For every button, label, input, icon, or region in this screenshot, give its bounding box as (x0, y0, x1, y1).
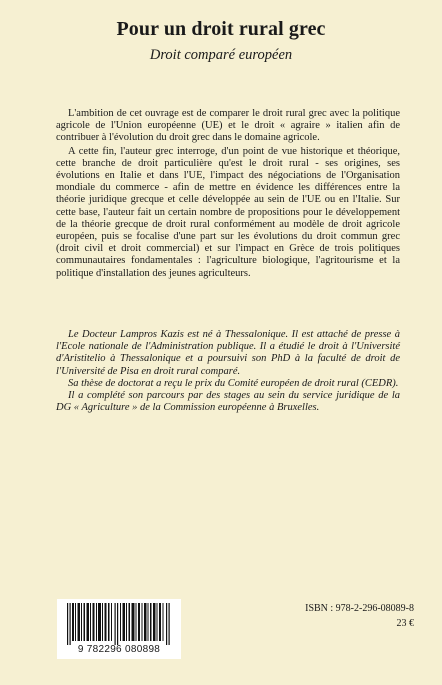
price-text: 23 € (396, 618, 414, 629)
barcode-bars-icon (65, 603, 173, 645)
abstract-text (56, 108, 400, 280)
barcode (57, 599, 181, 659)
author-bio (56, 329, 400, 414)
abstract-paragraph: A cette fin, l'auteur grec interroge, d'un point de vue historique et théorique, cette branche de droit particulière qu'est le droit rural - ses origines, ses évolutions en Italie et dans l'UE, l'impact des négociations de l'Organisation mondiale du commerce - afin de mettre en évidence les différences entre la théorie juridique grecque et celle développée au sein de l'UE ou en l'Italie. Sur cette base, l'auteur fait un certain nombre de propositions pour le développement de la théorie grecque de droit rural conformément au modèle de droit agricole européen, puis se focalise d'une part sur les évolutions du droit commun grec (droit civil et droit commercial) et sur l'impact en Grèce de trois politiques communautaires fondamentales : l'agriculture biologique, l'agritourisme et la politique d'installation des jeunes agriculteurs. (56, 145, 400, 279)
bio-paragraph: Il a complété son parcours par des stages au sein du service juridique de la DG « Agriculture » de la Commission européenne à Bruxelles. (56, 390, 400, 414)
abstract-paragraph: L'ambition de cet ouvrage est de comparer le droit rural grec avec la politique agricole de l'Union européenne (UE) et le droit « agraire » italien afin de contribuer à l'évolution du droit grec dans le domaine agricole. (56, 108, 400, 144)
book-subtitle: Droit comparé européen (149, 47, 293, 63)
barcode-digits: 9 782296 080898 (77, 644, 161, 655)
bio-paragraph: Le Docteur Lampros Kazis est né à Thessalonique. Il est attaché de presse à l'Ecole nationale de l'Administration publique. Il a étudié le droit à l'Université d'Aristitelio à Thessalonique et a poursuivi son PhD à la faculté de droit de l'Université de Pisa en droit rural comparé. (56, 329, 400, 377)
bio-paragraph: Sa thèse de doctorat a reçu le prix du Comité européen de droit rural (CEDR). (68, 377, 399, 389)
book-title: Pour un droit rural grec (116, 18, 326, 40)
isbn-text: ISBN : 978-2-296-08089-8 (305, 603, 414, 614)
